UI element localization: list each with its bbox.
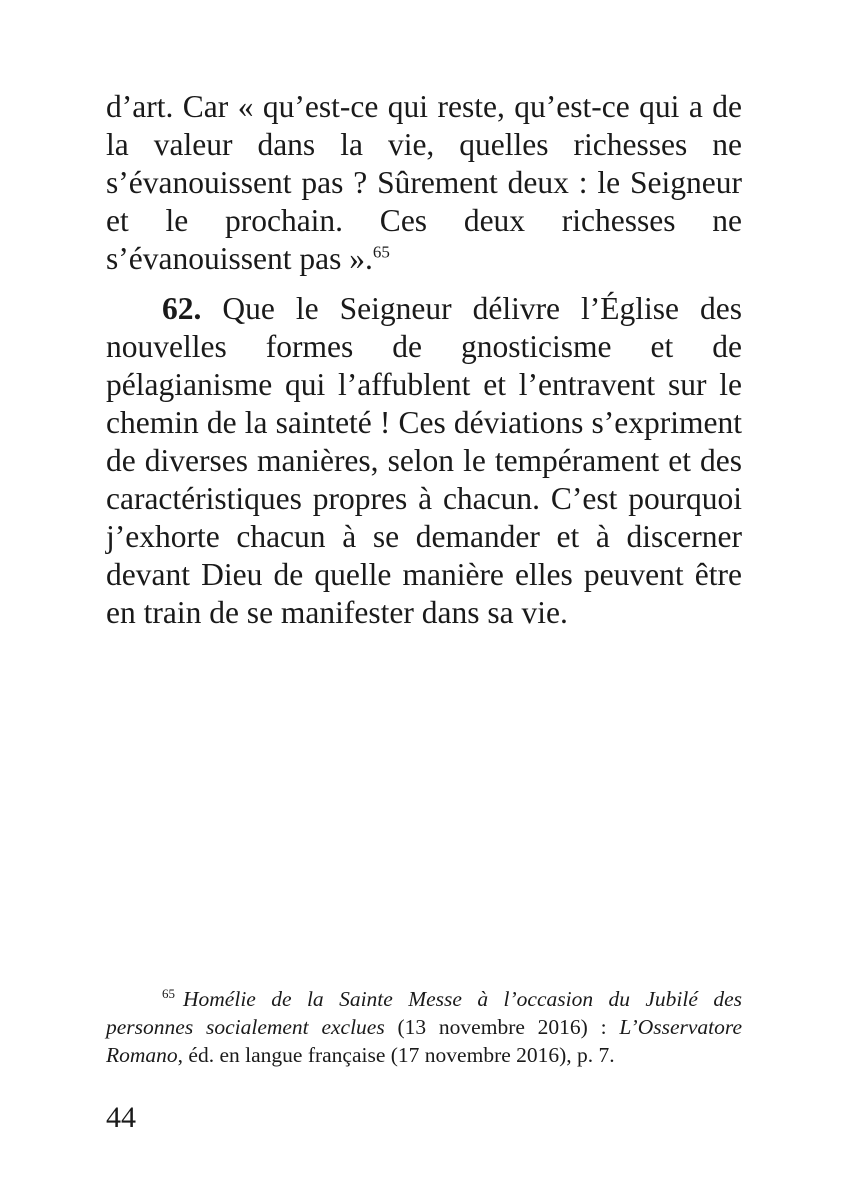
- paragraph-62-text: Que le Seigneur délivre l’Église des nouvelles formes de gnosticisme et de pélagianisme qui l’affublent et l’entravent sur le chemin de la sainteté ! Ces déviations s’expriment de diverses manières, selon le tempérament et des caractéristiques propres à chacun. C’est pourquoi j’exhorte chacun à se demander et à discerner devant Dieu de quelle manière elles peuvent être en train de se manifester dans sa vie.: [106, 291, 743, 630]
- footnote: [106, 985, 742, 1069]
- continuation-paragraph: [106, 88, 742, 278]
- footnote-65: [106, 985, 742, 1069]
- footnote-title: Homélie de la Sainte Messe à l’occasion du Jubilé des personnes socialement exclues: [106, 987, 742, 1039]
- footnote-rest: , éd. en langue française (17 novembre 2016), p. 7.: [177, 1043, 615, 1067]
- main-text: [106, 88, 742, 632]
- footnote-date: (13 novembre 2016) :: [384, 1015, 620, 1039]
- continuation-text: d’art. Car « qu’est-ce qui reste, qu’est-ce qui a de la valeur dans la vie, quelles richesses ne s’évanouissent pas ? Sûrement deux : le Seigneur et le prochain. Ces deux richesses ne s’évanouissent pas ».: [106, 89, 742, 276]
- footnote-source: L’Osservatore Romano: [106, 1015, 742, 1067]
- page-number: 44: [106, 1101, 136, 1134]
- paragraph-62: [106, 290, 742, 632]
- paragraph-number: 62.: [162, 291, 202, 326]
- footnote-number: 65: [162, 985, 175, 1001]
- footnote-reference[interactable]: 65: [372, 242, 390, 262]
